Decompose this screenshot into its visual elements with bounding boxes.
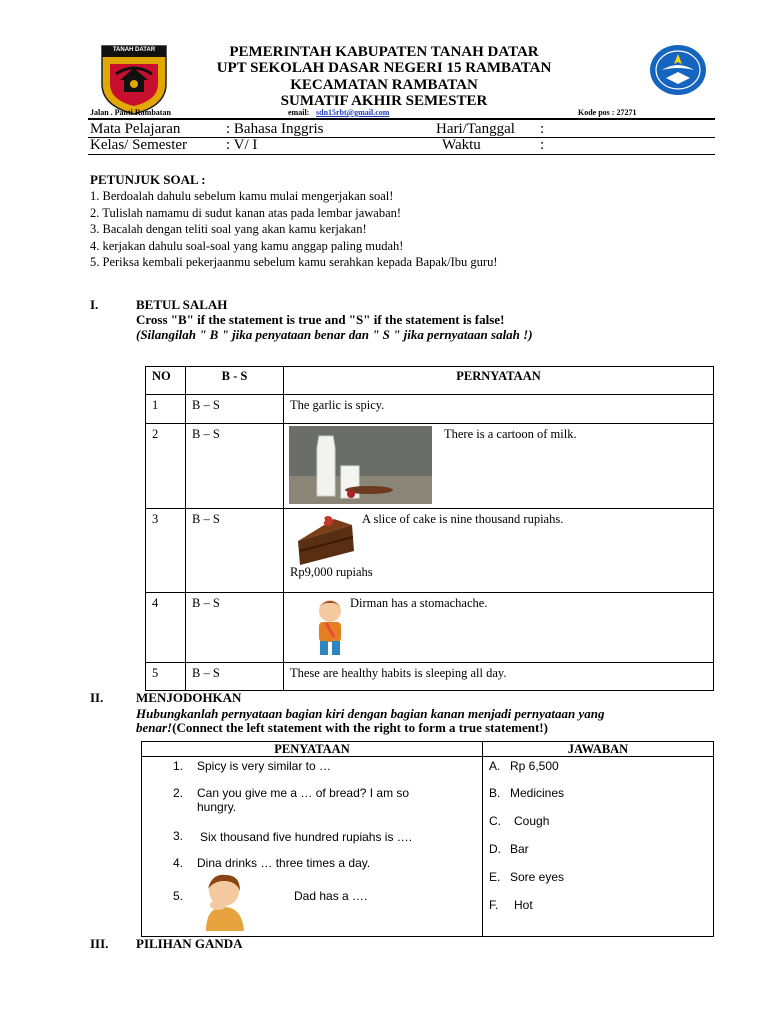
section1-number: I. bbox=[90, 297, 99, 312]
instruction-item: 4. kerjakan dahulu soal-soal yang kamu anggap paling mudah! bbox=[90, 238, 404, 253]
statement-num: 4. bbox=[173, 856, 184, 870]
statement-text: Dad has a …. bbox=[294, 889, 368, 903]
section1-instruction-en: Cross "B" if the statement is true and "S" if the statement is false! bbox=[136, 312, 505, 327]
statement-cell bbox=[284, 593, 714, 663]
answer-text: Bar bbox=[510, 842, 529, 856]
instruction-item: 2. Tulislah namamu di sudut kanan atas pada lembar jawaban! bbox=[90, 205, 402, 220]
matching-table bbox=[141, 741, 714, 937]
cough-person-image bbox=[194, 871, 256, 933]
answer-letter: C. bbox=[489, 814, 501, 828]
statement-text: Six thousand five hundred rupiahs is …. bbox=[200, 830, 413, 844]
col-header-no: NO bbox=[146, 367, 186, 395]
col-header-bs: B - S bbox=[186, 367, 284, 395]
statement-num: 5. bbox=[173, 889, 184, 903]
subject-value: : Bahasa Inggris bbox=[226, 121, 324, 137]
answers-cell bbox=[483, 757, 714, 937]
bs-choice[interactable]: B – S bbox=[186, 663, 284, 691]
school-address: Jalan . Panti Rambatan bbox=[90, 108, 171, 117]
email-label: email: bbox=[288, 108, 310, 117]
instruction-item: 5. Periksa kembali pekerjaanmu sebelum kamu serahkan kepada Bapak/Ibu guru! bbox=[90, 255, 498, 269]
statement-text-cont: hungry. bbox=[197, 800, 237, 814]
instruction-item: 1. Berdoalah dahulu sebelum kamu mulai mengerjakan soal! bbox=[90, 189, 394, 203]
date-label: Hari/Tanggal bbox=[436, 121, 515, 137]
bs-choice[interactable]: B – S bbox=[186, 593, 284, 663]
row-number: 3 bbox=[146, 509, 186, 593]
statement-text: These are healthy habits is sleeping all day. bbox=[284, 663, 714, 691]
col-header-answers: JAWABAN bbox=[483, 742, 714, 757]
true-false-table bbox=[145, 366, 714, 691]
email-link[interactable]: sdn15rbt@gmail.com bbox=[316, 108, 390, 117]
statement-text: Can you give me a … of bread? I am so bbox=[197, 786, 410, 800]
header-title-3: KECAMATAN RAMBATAN bbox=[290, 77, 478, 93]
section3-number: III. bbox=[90, 936, 109, 951]
section2-instruction-id: Hubungkanlah pernyataan bagian kiri dengan bagian kanan menjadi pernyataan yang bbox=[136, 706, 605, 721]
bs-choice[interactable]: B – S bbox=[186, 424, 284, 509]
table-row bbox=[146, 663, 714, 691]
col-header-statement: PERNYATAAN bbox=[284, 367, 714, 395]
subject-label: Mata Pelajaran bbox=[90, 121, 181, 137]
logo-banner-text: TANAH DATAR bbox=[112, 47, 156, 53]
statement-text: Dina drinks … three times a day. bbox=[197, 856, 371, 870]
section2-instruction-id2: benar! bbox=[136, 720, 173, 735]
statement-cell bbox=[284, 509, 714, 593]
milk-image bbox=[289, 426, 432, 504]
postcode: Kode pos : 27271 bbox=[578, 108, 637, 117]
class-label: Kelas/ Semester bbox=[90, 137, 188, 153]
row-number: 2 bbox=[146, 424, 186, 509]
answer-letter: D. bbox=[489, 842, 501, 856]
statement-num: 3. bbox=[173, 829, 184, 843]
statement-text: Spicy is very similar to … bbox=[197, 759, 332, 773]
time-value: : bbox=[540, 137, 545, 153]
section2-instruction-line2 bbox=[136, 720, 548, 736]
cake-image bbox=[294, 511, 358, 567]
time-label: Waktu bbox=[442, 137, 481, 153]
instructions-title: PETUNJUK SOAL : bbox=[90, 172, 206, 187]
answer-text: Medicines bbox=[510, 786, 565, 800]
section2-instruction-en: (Connect the left statement with the right to form a true statement!) bbox=[172, 720, 548, 735]
section1-title: BETUL SALAH bbox=[136, 297, 228, 312]
statement-text: There is a cartoon of milk. bbox=[444, 427, 577, 441]
class-value: : V/ I bbox=[226, 137, 258, 153]
statement-num: 2. bbox=[173, 786, 184, 800]
col-header-statements: PENYATAAN bbox=[142, 742, 483, 757]
answer-text: Rp 6,500 bbox=[510, 759, 559, 773]
section2-number: II. bbox=[90, 690, 104, 705]
statement-cell bbox=[284, 424, 714, 509]
answer-text: Cough bbox=[514, 814, 550, 828]
table-row bbox=[146, 509, 714, 593]
section2-title: MENJODOHKAN bbox=[136, 690, 242, 705]
row-number: 1 bbox=[146, 395, 186, 424]
row-number: 5 bbox=[146, 663, 186, 691]
bs-choice[interactable]: B – S bbox=[186, 395, 284, 424]
header-title-2: UPT SEKOLAH DASAR NEGERI 15 RAMBATAN bbox=[216, 60, 552, 76]
answer-letter: A. bbox=[489, 759, 501, 773]
table-row bbox=[146, 593, 714, 663]
header-divider bbox=[88, 118, 715, 120]
header-title-4: SUMATIF AKHIR SEMESTER bbox=[280, 93, 488, 109]
statement-num: 1. bbox=[173, 759, 184, 773]
row-number: 4 bbox=[146, 593, 186, 663]
table-row bbox=[146, 395, 714, 424]
bs-choice[interactable]: B – S bbox=[186, 509, 284, 593]
header-title-1: PEMERINTAH KABUPATEN TANAH DATAR bbox=[229, 44, 539, 60]
answer-text: Sore eyes bbox=[510, 870, 565, 884]
statement-text: Dirman has a stomachache. bbox=[350, 596, 488, 610]
answer-letter: B. bbox=[489, 786, 501, 800]
price-caption: Rp9,000 rupiahs bbox=[290, 565, 373, 579]
answer-letter: E. bbox=[489, 870, 501, 884]
kemdikbud-logo bbox=[648, 44, 708, 96]
section1-instruction-id: (Silangilah " B " jika penyataan benar dan " S " jika pernyataan salah !) bbox=[136, 327, 533, 342]
date-value: : bbox=[540, 121, 545, 137]
instructions-list bbox=[90, 188, 498, 271]
table-row bbox=[146, 424, 714, 509]
statements-cell bbox=[142, 757, 483, 937]
answer-text: Hot bbox=[514, 898, 533, 912]
instruction-item: 3. Bacalah dengan teliti soal yang akan kamu kerjakan! bbox=[90, 222, 367, 236]
info-divider-2 bbox=[88, 154, 715, 155]
answer-letter: F. bbox=[489, 898, 499, 912]
statement-text: The garlic is spicy. bbox=[284, 395, 714, 424]
statement-text: A slice of cake is nine thousand rupiahs. bbox=[362, 512, 564, 526]
section3-title: PILIHAN GANDA bbox=[136, 936, 243, 951]
